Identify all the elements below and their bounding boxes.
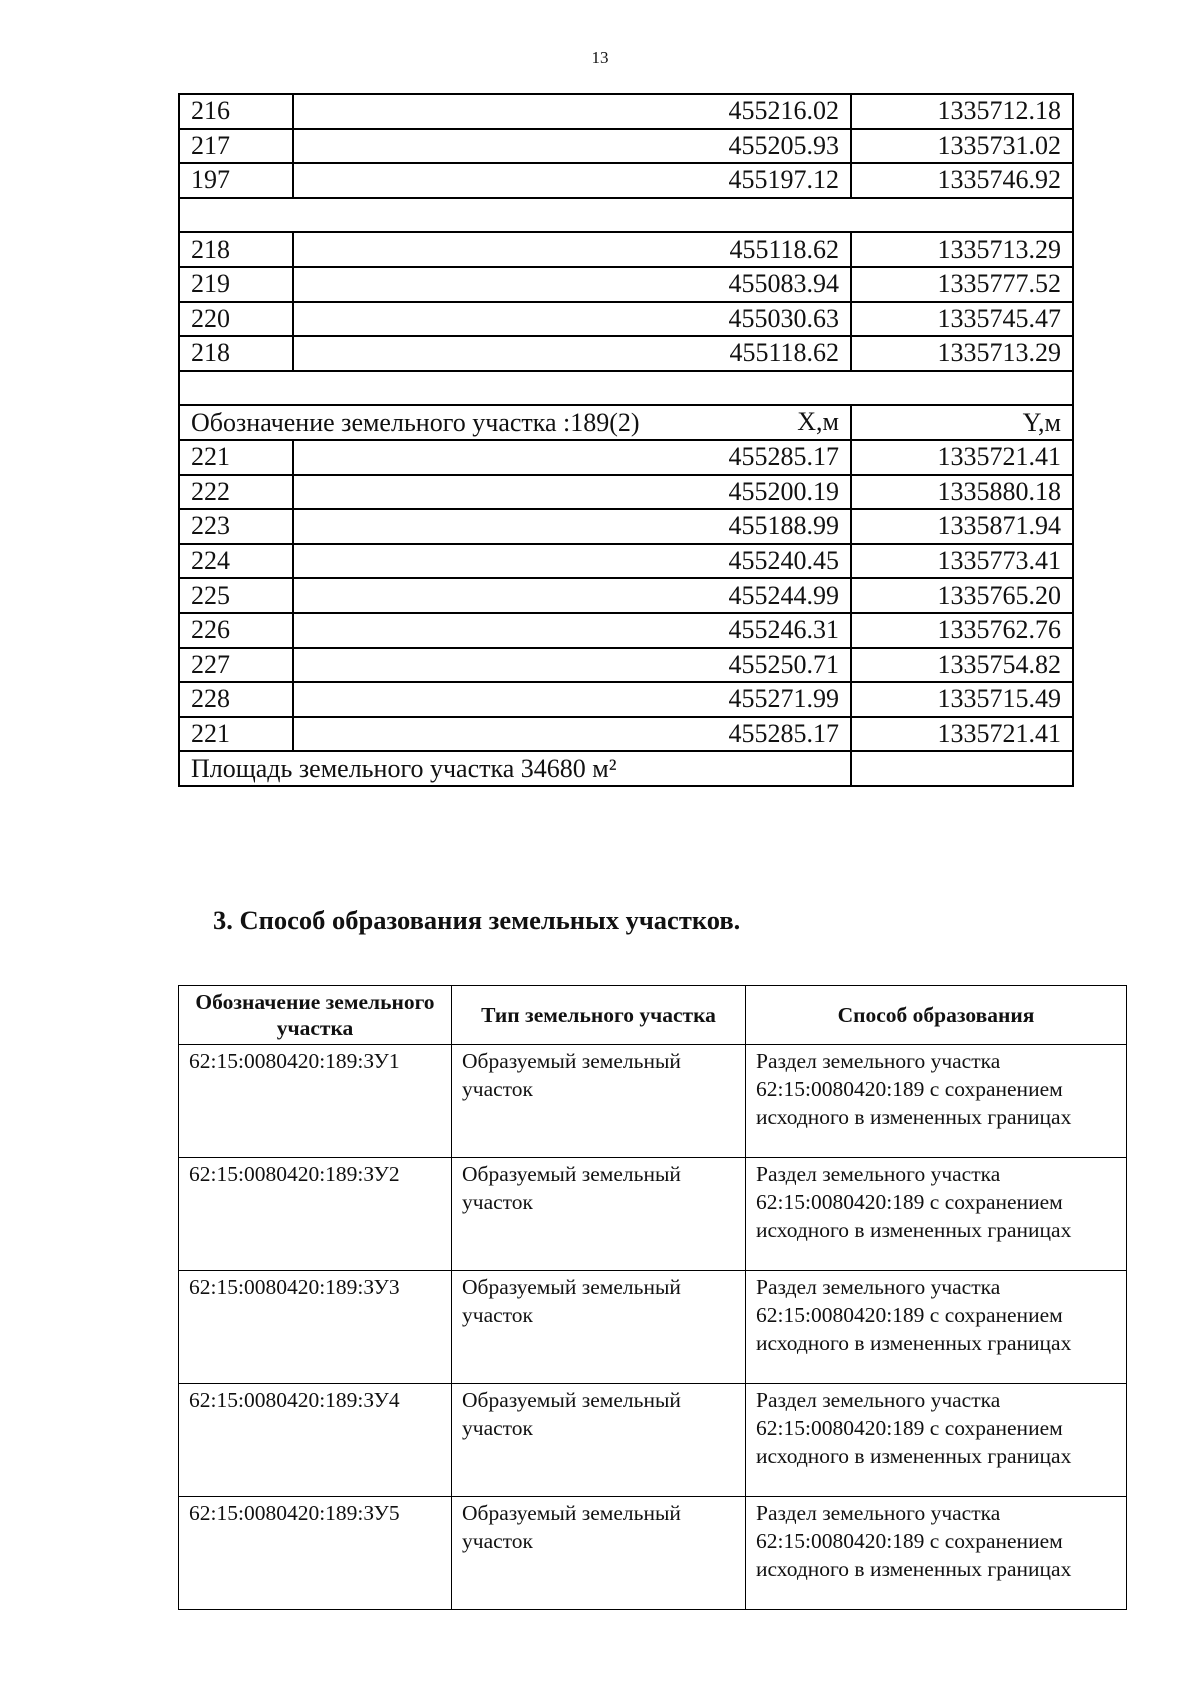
parcel-type: Образуемый земельный участок bbox=[452, 1045, 746, 1158]
point-number: 223 bbox=[179, 509, 293, 544]
table-row bbox=[179, 129, 1073, 164]
table-row bbox=[179, 267, 1073, 302]
y-coordinate: 1335871.94 bbox=[851, 509, 1073, 544]
x-coordinate: 455240.45 bbox=[293, 544, 851, 579]
point-number: 197 bbox=[179, 163, 293, 198]
table-row bbox=[179, 1384, 1127, 1497]
empty-cell bbox=[851, 751, 1073, 786]
table-row bbox=[179, 717, 1073, 752]
parcel-header-cell bbox=[179, 405, 851, 440]
y-coordinate: 1335762.76 bbox=[851, 613, 1073, 648]
table-row bbox=[179, 544, 1073, 579]
y-coordinate: 1335777.52 bbox=[851, 267, 1073, 302]
x-coordinate: 455244.99 bbox=[293, 578, 851, 613]
point-number: 225 bbox=[179, 578, 293, 613]
table-row bbox=[179, 613, 1073, 648]
blank-cell bbox=[179, 198, 1073, 233]
x-coordinate: 455118.62 bbox=[293, 336, 851, 371]
column-header-designation: Обозначение земельного участка bbox=[179, 986, 452, 1045]
y-coordinate: 1335731.02 bbox=[851, 129, 1073, 164]
column-header-method: Способ образования bbox=[746, 986, 1127, 1045]
formation-method: Раздел земельного участка 62:15:0080420:189 с сохранением исходного в измененных границах bbox=[746, 1158, 1127, 1271]
parcel-area-label: Площадь земельного участка 34680 м² bbox=[179, 751, 851, 786]
y-coordinate: 1335721.41 bbox=[851, 717, 1073, 752]
x-coordinate: 455216.02 bbox=[293, 94, 851, 129]
parcel-type: Образуемый земельный участок bbox=[452, 1271, 746, 1384]
x-coordinate: 455030.63 bbox=[293, 302, 851, 337]
point-number: 221 bbox=[179, 440, 293, 475]
table-row bbox=[179, 1271, 1127, 1384]
table-row bbox=[179, 475, 1073, 510]
area-row bbox=[179, 751, 1073, 786]
table-row bbox=[179, 163, 1073, 198]
y-coordinate: 1335746.92 bbox=[851, 163, 1073, 198]
point-number: 220 bbox=[179, 302, 293, 337]
formation-method: Раздел земельного участка 62:15:0080420:189 с сохранением исходного в измененных границах bbox=[746, 1045, 1127, 1158]
blank-separator-row bbox=[179, 371, 1073, 406]
parcel-designation: 62:15:0080420:189:ЗУ3 bbox=[179, 1271, 452, 1384]
table-row bbox=[179, 302, 1073, 337]
x-coordinate: 455246.31 bbox=[293, 613, 851, 648]
y-coordinate: 1335765.20 bbox=[851, 578, 1073, 613]
point-number: 224 bbox=[179, 544, 293, 579]
point-number: 222 bbox=[179, 475, 293, 510]
y-column-label: Y,м bbox=[851, 405, 1073, 440]
parcel-designation: 62:15:0080420:189:ЗУ1 bbox=[179, 1045, 452, 1158]
page-number: 13 bbox=[591, 48, 609, 67]
point-number: 217 bbox=[179, 129, 293, 164]
x-coordinate: 455200.19 bbox=[293, 475, 851, 510]
coordinates-table bbox=[178, 93, 1074, 787]
table-row bbox=[179, 1158, 1127, 1271]
point-number: 221 bbox=[179, 717, 293, 752]
x-coordinate: 455271.99 bbox=[293, 682, 851, 717]
table-row bbox=[179, 682, 1073, 717]
column-header-type: Тип земельного участка bbox=[452, 986, 746, 1045]
point-number: 226 bbox=[179, 613, 293, 648]
formation-method-table bbox=[178, 985, 1127, 1610]
table-row bbox=[179, 648, 1073, 683]
table-row bbox=[179, 509, 1073, 544]
x-coordinate: 455083.94 bbox=[293, 267, 851, 302]
blank-separator-row bbox=[179, 198, 1073, 233]
y-coordinate: 1335745.47 bbox=[851, 302, 1073, 337]
parcel-designation: 62:15:0080420:189:ЗУ4 bbox=[179, 1384, 452, 1497]
point-number: 227 bbox=[179, 648, 293, 683]
point-number: 218 bbox=[179, 232, 293, 267]
table-row bbox=[179, 440, 1073, 475]
y-coordinate: 1335880.18 bbox=[851, 475, 1073, 510]
parcel-type: Образуемый земельный участок bbox=[452, 1497, 746, 1610]
parcel-header-row bbox=[179, 405, 1073, 440]
table-row bbox=[179, 1045, 1127, 1158]
point-number: 219 bbox=[179, 267, 293, 302]
x-coordinate: 455197.12 bbox=[293, 163, 851, 198]
y-coordinate: 1335713.29 bbox=[851, 232, 1073, 267]
y-coordinate: 1335754.82 bbox=[851, 648, 1073, 683]
table-row bbox=[179, 336, 1073, 371]
point-number: 228 bbox=[179, 682, 293, 717]
x-coordinate: 455118.62 bbox=[293, 232, 851, 267]
point-number: 218 bbox=[179, 336, 293, 371]
y-coordinate: 1335721.41 bbox=[851, 440, 1073, 475]
table-row bbox=[179, 1497, 1127, 1610]
section-title: 3. Способ образования земельных участков. bbox=[213, 905, 741, 935]
parcel-designation-label: Обозначение земельного участка :189(2) bbox=[191, 407, 640, 437]
parcel-type: Образуемый земельный участок bbox=[452, 1158, 746, 1271]
formation-method: Раздел земельного участка 62:15:0080420:189 с сохранением исходного в измененных границах bbox=[746, 1384, 1127, 1497]
y-coordinate: 1335713.29 bbox=[851, 336, 1073, 371]
header-row bbox=[179, 986, 1127, 1045]
blank-cell bbox=[179, 371, 1073, 406]
parcel-type: Образуемый земельный участок bbox=[452, 1384, 746, 1497]
x-column-label: X,м bbox=[797, 407, 839, 437]
formation-method: Раздел земельного участка 62:15:0080420:189 с сохранением исходного в измененных границах bbox=[746, 1271, 1127, 1384]
table-row bbox=[179, 578, 1073, 613]
x-coordinate: 455285.17 bbox=[293, 717, 851, 752]
table-row bbox=[179, 94, 1073, 129]
y-coordinate: 1335712.18 bbox=[851, 94, 1073, 129]
x-coordinate: 455205.93 bbox=[293, 129, 851, 164]
x-coordinate: 455250.71 bbox=[293, 648, 851, 683]
formation-method: Раздел земельного участка 62:15:0080420:189 с сохранением исходного в измененных границах bbox=[746, 1497, 1127, 1610]
y-coordinate: 1335773.41 bbox=[851, 544, 1073, 579]
table-row bbox=[179, 232, 1073, 267]
x-coordinate: 455188.99 bbox=[293, 509, 851, 544]
x-coordinate: 455285.17 bbox=[293, 440, 851, 475]
parcel-designation: 62:15:0080420:189:ЗУ5 bbox=[179, 1497, 452, 1610]
point-number: 216 bbox=[179, 94, 293, 129]
y-coordinate: 1335715.49 bbox=[851, 682, 1073, 717]
parcel-designation: 62:15:0080420:189:ЗУ2 bbox=[179, 1158, 452, 1271]
